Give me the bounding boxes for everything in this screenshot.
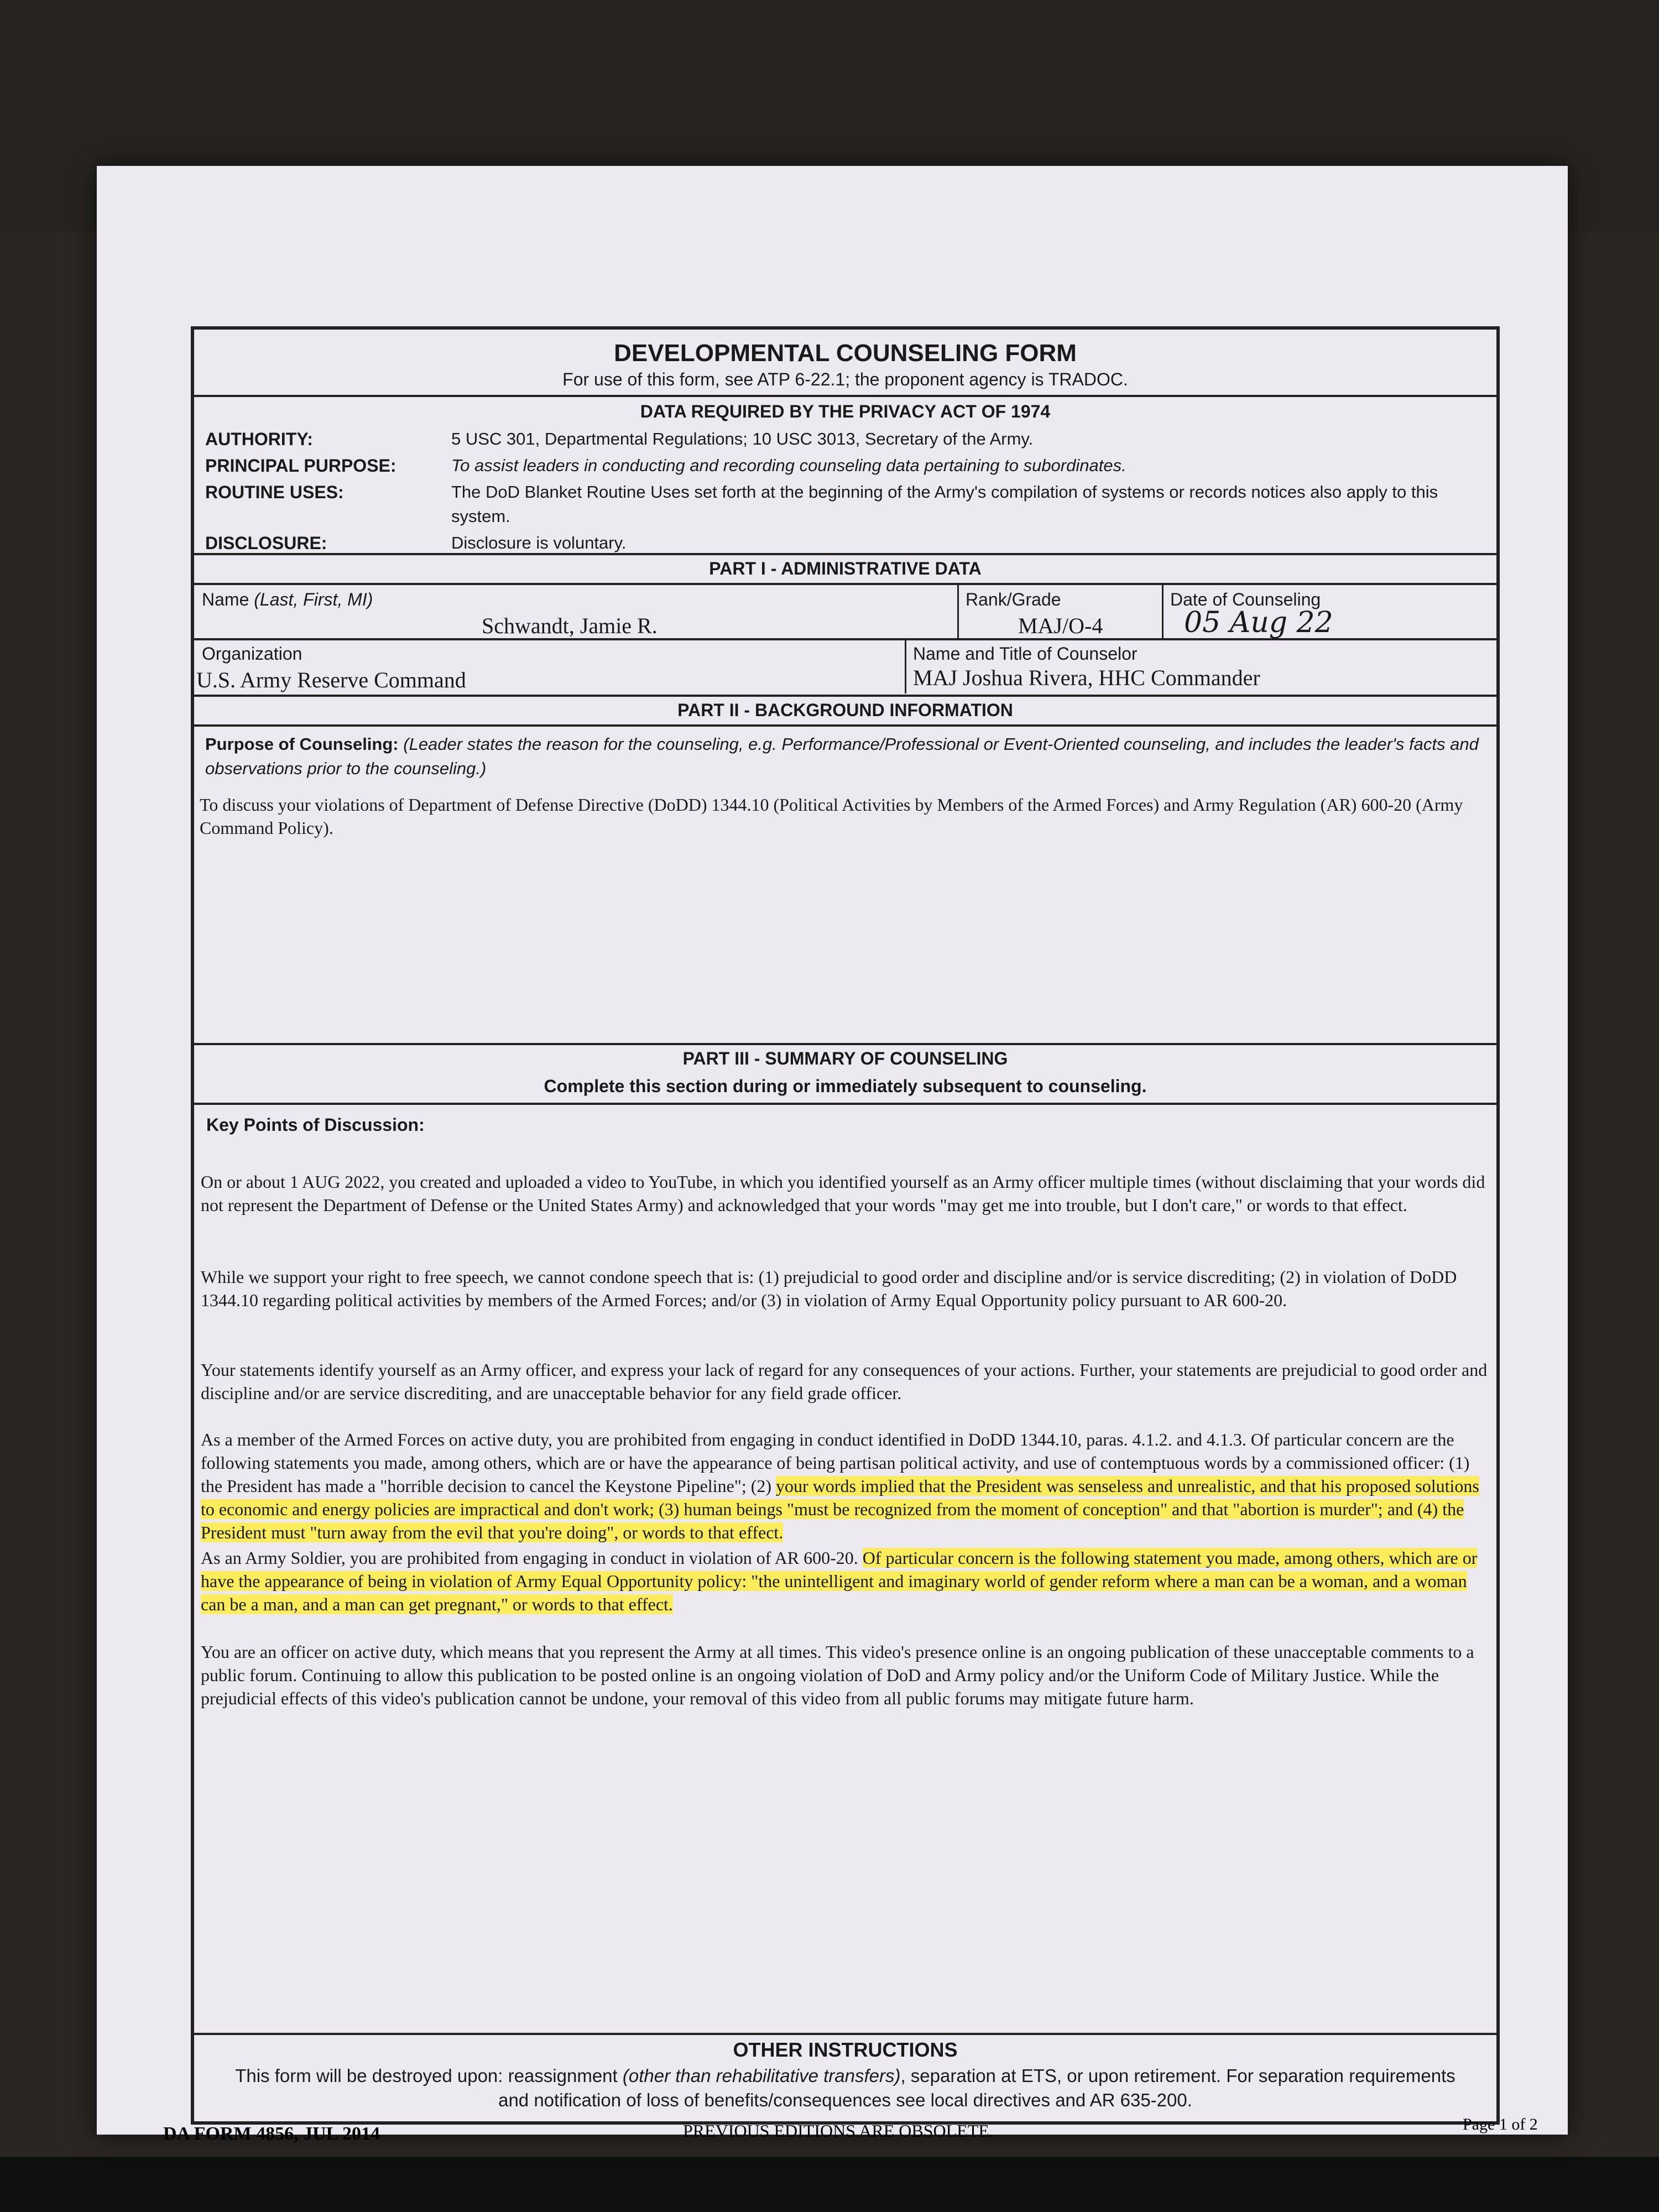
paragraph-3: Your statements identify yourself as an Army officer, and express your lack of regard for any consequences of your actions. Further, your statements are prejudicial to good order and discipline and/or are service discrediting, and are unacceptable behavior for any field grade officer. — [201, 1360, 1488, 1403]
purpose-of-counseling: Purpose of Counseling: (Leader states the reason for the counseling, e.g. Performance/Professional or Event-Oriented counseling, and includes the leader's facts and observations prior to the counseling.) — [205, 734, 1479, 778]
divider — [194, 1103, 1496, 1105]
disclosure-text: Disclosure is voluntary. — [451, 533, 627, 552]
purpose-label: PRINCIPAL PURPOSE: — [205, 456, 397, 476]
routine-uses-text: The DoD Blanket Routine Uses set forth at the beginning of the Army's compilation of systems or records notices also apply to this system. — [451, 482, 1438, 526]
paragraph-6: You are an officer on active duty, which means that you represent the Army at all times. This video's presence online is an ongoing publication of these unacceptable comments to a public forum. Continuing to allow this publication to be posted online is an ongoing violation of DoD and Army policy and/or the Uniform Code of Military Justice. While the prejudicial effects of this video's publication cannot be undone, your removal of this video from all public forums may mitigate future harm. — [201, 1642, 1474, 1708]
purpose-text: To assist leaders in conducting and recording counseling data pertaining to subordinates. — [451, 456, 1126, 475]
highlighted-passage: your words implied that the President was senseless and unrealistic, and that his proposed solutions to economic and energy policies are impractical and don't work; (3) human beings "must be recognized from the moment of conception" and that "abortion is murder"; and (4) the President must "turn away from the evil that you're doing", or words to that effect. — [201, 1476, 1479, 1542]
editions-notice: PREVIOUS EDITIONS ARE OBSOLETE. — [683, 2121, 994, 2141]
paragraph-2: While we support your right to free speech, we cannot condone speech that is: (1) prejudicial to good order and discipline and/or is service discrediting; (2) in violation of DoDD 1344.10 regarding political activities by members of the Armed Forces; and/or (3) in violation of Army Equal Opportunity policy pursuant to AR 600-20. — [201, 1267, 1457, 1310]
form-subtitle: For use of this form, see ATP 6-22.1; the proponent agency is TRADOC. — [562, 369, 1128, 389]
counseling-form — [191, 326, 1500, 2125]
divider — [194, 638, 1496, 640]
organization-label: Organization — [202, 644, 302, 664]
authority-text: 5 USC 301, Departmental Regulations; 10 USC 3013, Secretary of the Army. — [451, 429, 1034, 448]
organization-value: U.S. Army Reserve Command — [196, 667, 466, 692]
divider — [194, 724, 1496, 727]
highlighted-passage: Of particular concern is the following statement you made, among others, which are or have the appearance of being in violation of Army Equal Opportunity policy: "the unintelligent and imaginary world of gender reform where a man can be a woman, and a woman can be a man, and a man can get pregnant," or words to that effect. — [201, 1548, 1478, 1614]
other-instructions-heading: OTHER INSTRUCTIONS — [733, 2038, 958, 2061]
form-title: DEVELOPMENTAL COUNSELING FORM — [614, 340, 1077, 367]
divider — [194, 553, 1496, 555]
divider — [194, 1043, 1496, 1045]
divider — [194, 2033, 1496, 2035]
other-instructions-text: This form will be destroyed upon: reassignment (other than rehabilitative transfers), separation at ETS, or upon retirement. For separation requirements and notification of loss of benefits/consequences see local directives and AR 635-200. — [235, 2065, 1455, 2110]
part1-heading: PART I - ADMINISTRATIVE DATA — [709, 559, 982, 578]
paragraph-5: As an Army Soldier, you are prohibited from engaging in conduct in violation of AR 600-20. Of particular concern is the following statement you made, among others, which are or have the appearance of being in violation of Army Equal Opportunity policy: "the unintelligent and imaginary world of gender reform where a man can be a woman, and a woman can be a man, and a man can get pregnant," or words to that effect. — [201, 1548, 1478, 1614]
counselor-value: MAJ Joshua Rivera, HHC Commander — [913, 665, 1260, 690]
page-number: Page 1 of 2 — [1463, 2115, 1538, 2133]
divider — [1162, 583, 1164, 638]
divider — [194, 395, 1496, 397]
privacy-heading: DATA REQUIRED BY THE PRIVACY ACT OF 1974 — [640, 401, 1051, 421]
paragraph-4: As a member of the Armed Forces on active duty, you are prohibited from engaging in conduct identified in DoDD 1344.10, paras. 4.1.2. and 4.1.3. Of particular concern are the following statements you made, among others, which are or have the appearance of being partisan political activity, and use of contemptuous words by a commissioned officer: (1) the President has made a "horrible decision to cancel the Keystone Pipeline"; (2) your words implied that the President was senseless and unrealistic, and that his proposed solutions to economic and energy policies are impractical and don't work; (3) human beings "must be recognized from the moment of conception" and that "abortion is murder"; and (4) the President must "turn away from the evil that you're doing", or words to that effect. — [201, 1430, 1479, 1542]
name-label: Name (Last, First, MI) — [202, 589, 373, 609]
date-value-handwritten: 05 Aug 22 — [1184, 606, 1333, 639]
rank-label: Rank/Grade — [966, 589, 1061, 609]
divider — [194, 583, 1496, 585]
name-value: Schwandt, Jamie R. — [482, 613, 658, 638]
part2-heading: PART II - BACKGROUND INFORMATION — [677, 700, 1013, 720]
divider — [194, 695, 1496, 697]
rank-value: MAJ/O-4 — [1018, 613, 1103, 638]
key-points-label: Key Points of Discussion: — [206, 1115, 425, 1135]
date-label: Date of Counseling — [1170, 589, 1321, 609]
divider — [957, 583, 959, 638]
part3-heading: PART III - SUMMARY OF COUNSELING — [682, 1048, 1008, 1068]
counselor-label: Name and Title of Counselor — [913, 644, 1138, 664]
authority-label: AUTHORITY: — [205, 429, 313, 449]
disclosure-label: DISCLOSURE: — [205, 533, 327, 553]
desk-surface-bottom — [0, 2157, 1659, 2212]
routine-uses-label: ROUTINE USES: — [205, 482, 344, 502]
paragraph-1: On or about 1 AUG 2022, you created and uploaded a video to YouTube, in which you identified yourself as an Army officer multiple times (without disclaiming that your words did not represent the Department of Defense or the United States Army) and acknowledged that your words "may get me into trouble, but I don't care," or words to that effect. — [201, 1172, 1485, 1215]
part3-subheading: Complete this section during or immediately subsequent to counseling. — [544, 1076, 1147, 1096]
paper-sheet — [97, 166, 1568, 2144]
divider — [905, 638, 906, 693]
form-number: DA FORM 4856, JUL 2014 — [163, 2124, 380, 2144]
purpose-of-counseling-text: To discuss your violations of Department of Defense Directive (DoDD) 1344.10 (Political Activities by Members of the Armed Forces) and Army Regulation (AR) 600-20 (Army Command Policy). — [200, 795, 1463, 838]
